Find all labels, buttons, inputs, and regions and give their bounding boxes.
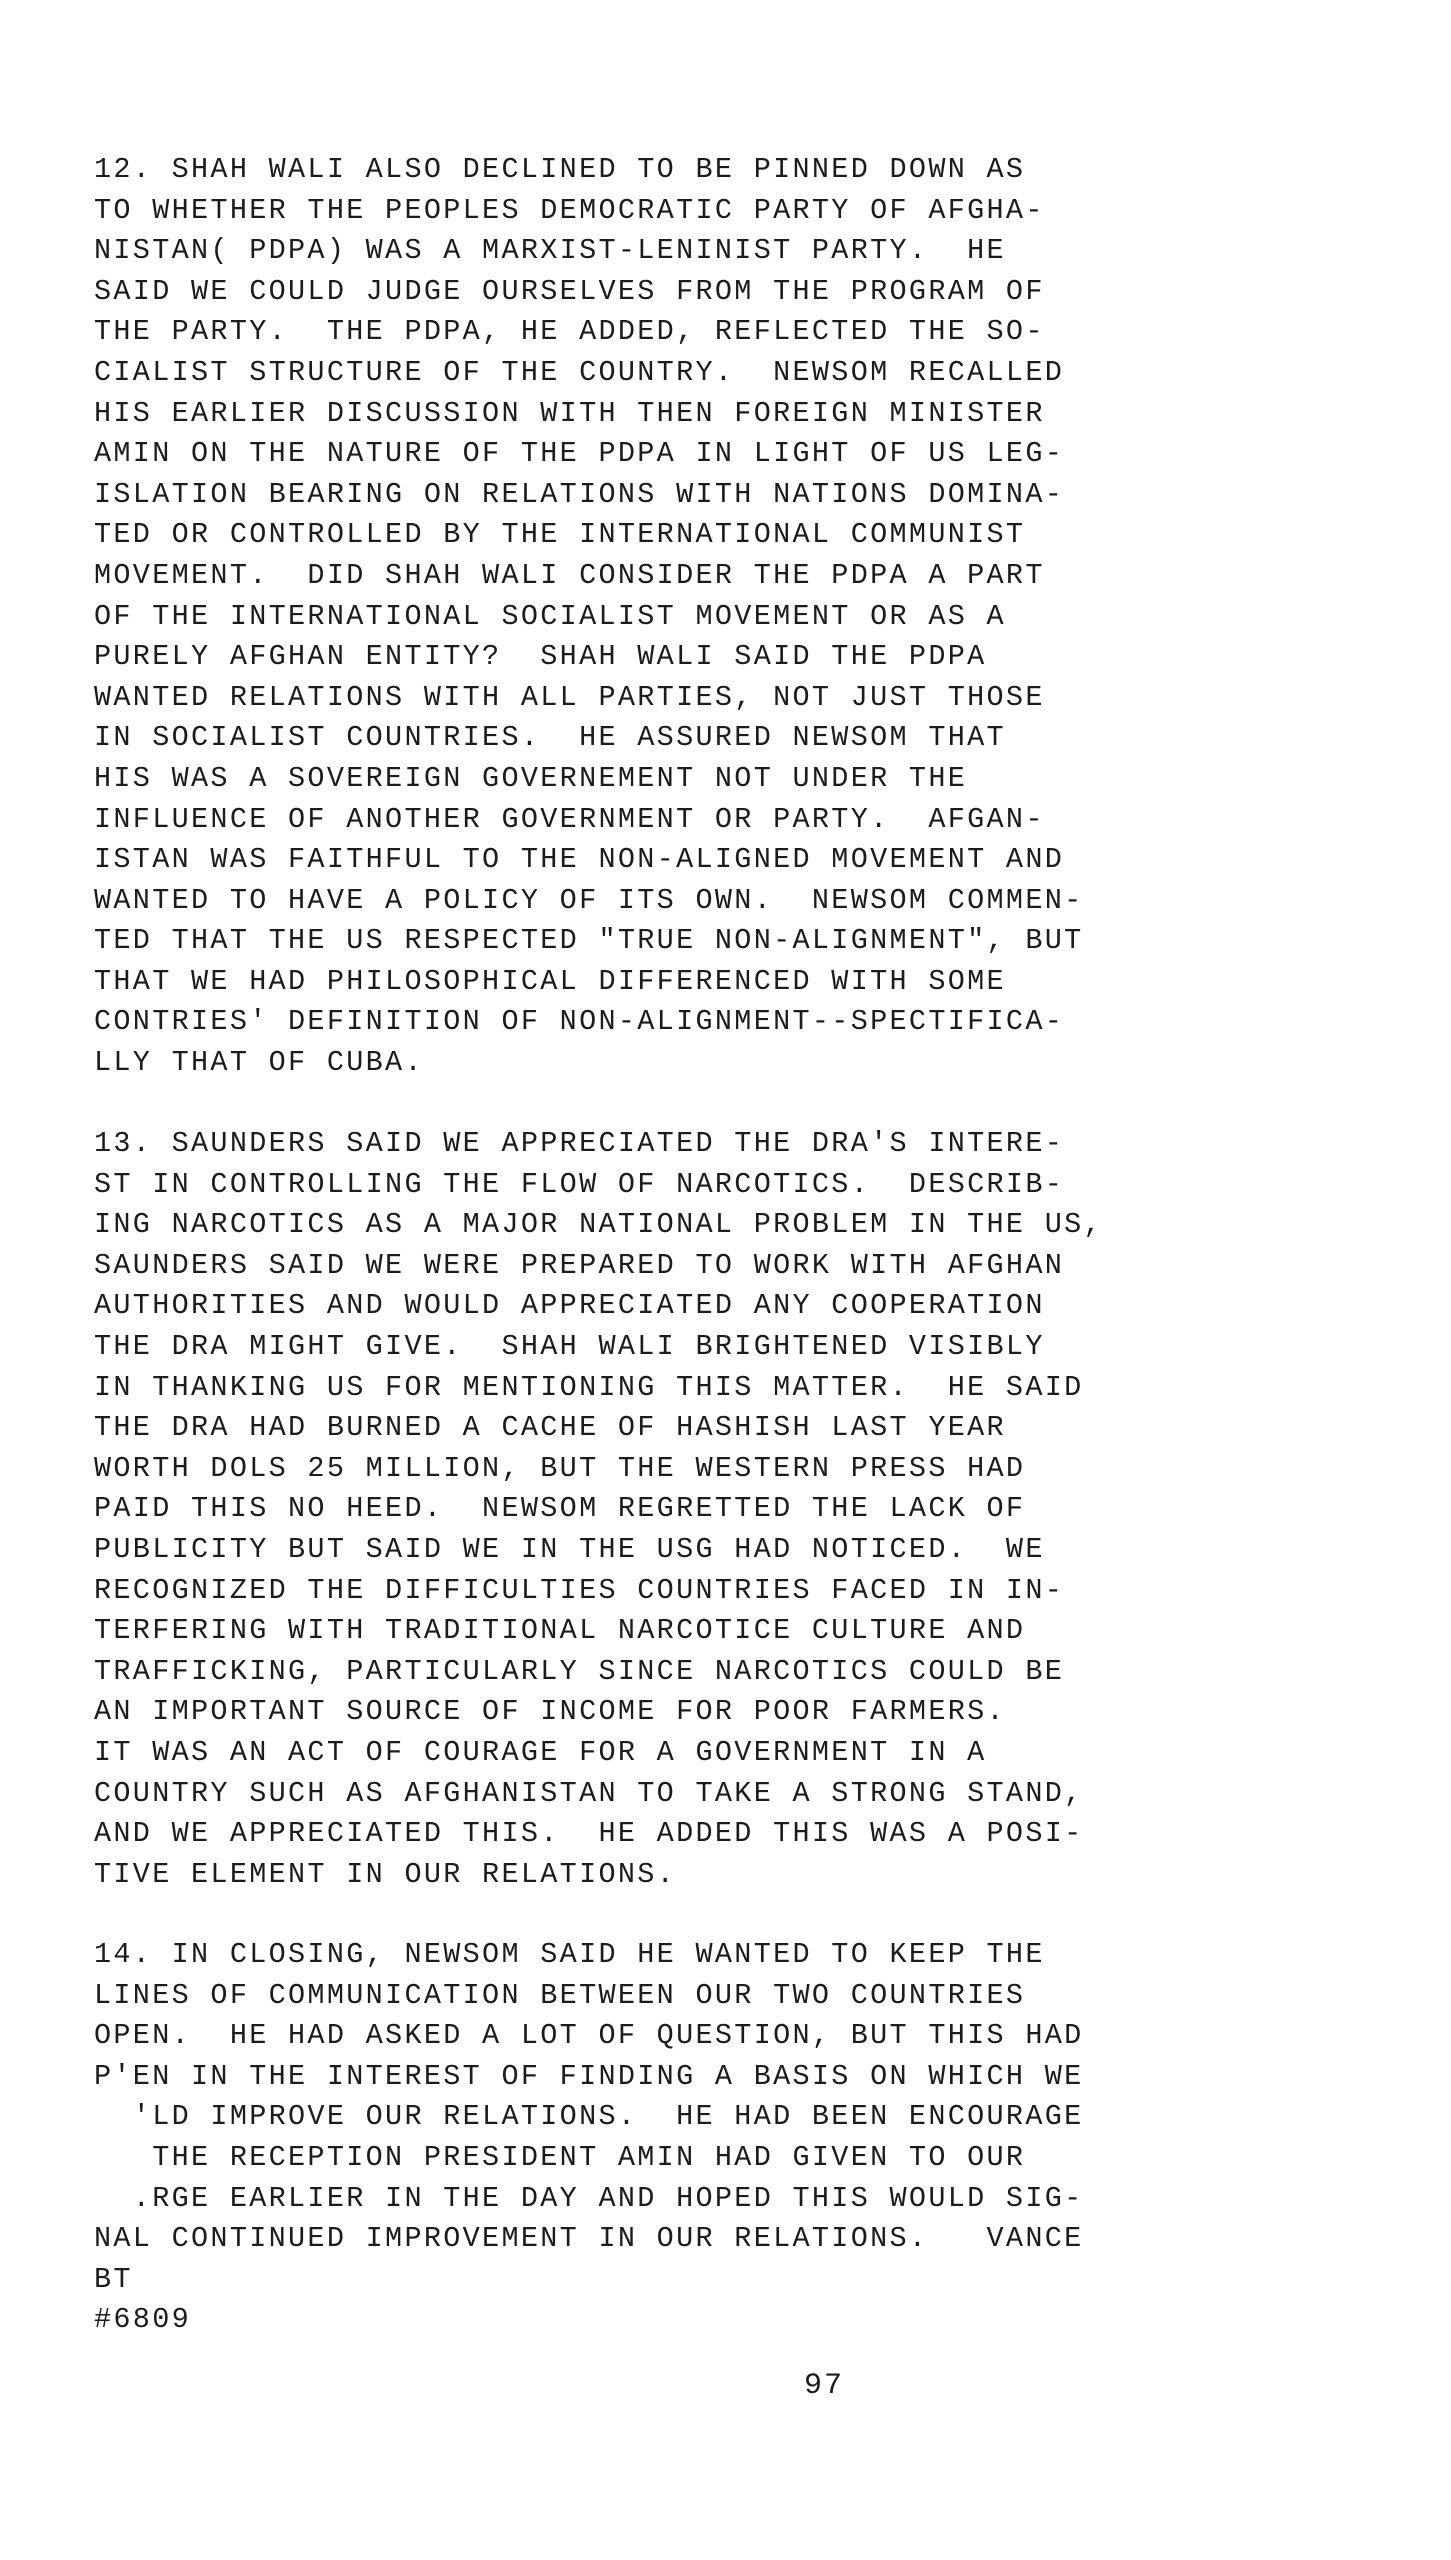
text-line: BT	[94, 2262, 133, 2296]
text-line: TIVE ELEMENT IN OUR RELATIONS.	[94, 1857, 677, 1891]
text-line: PUBLICITY BUT SAID WE IN THE USG HAD NOTICED. WE	[94, 1532, 1045, 1566]
text-line: CIALIST STRUCTURE OF THE COUNTRY. NEWSOM RECALLED	[94, 355, 1065, 389]
text-line: NISTAN( PDPA) WAS A MARXIST-LENINIST PARTY. HE	[94, 234, 1006, 268]
text-line: TRAFFICKING, PARTICULARLY SINCE NARCOTICS COULD BE	[94, 1654, 1065, 1688]
text-line: IN THANKING US FOR MENTIONING THIS MATTER. HE SAID	[94, 1370, 1084, 1404]
text-line: 14. IN CLOSING, NEWSOM SAID HE WANTED TO KEEP THE	[94, 1938, 1045, 1971]
text-line: WANTED RELATIONS WITH ALL PARTIES, NOT JUST THOSE	[94, 680, 1045, 714]
text-line: IN SOCIALIST COUNTRIES. HE ASSURED NEWSOM THAT	[94, 721, 1006, 755]
text-line: LINES OF COMMUNICATION BETWEEN OUR TWO COUNTRIES	[94, 1978, 1026, 2012]
paragraph-13	[94, 1124, 1103, 1895]
text-line: TERFERING WITH TRADITIONAL NARCOTICE CULTURE AND	[94, 1614, 1026, 1648]
text-line: OF THE INTERNATIONAL SOCIALIST MOVEMENT OR AS A	[94, 599, 1006, 633]
text-line: TED THAT THE US RESPECTED "TRUE NON-ALIGNMENT", BUT	[94, 924, 1084, 958]
text-line: PAID THIS NO HEED. NEWSOM REGRETTED THE LACK OF	[94, 1492, 1026, 1526]
text-line: THE RECEPTION PRESIDENT AMIN HAD GIVEN TO OUR	[94, 2140, 1026, 2174]
paragraph-14	[94, 1935, 1084, 2341]
page-number: 97	[804, 2369, 845, 2403]
text-line: 13. SAUNDERS SAID WE APPRECIATED THE DRA'S INTERE-	[94, 1127, 1065, 1160]
text-line: WANTED TO HAVE A POLICY OF ITS OWN. NEWSOM COMMEN-	[94, 883, 1084, 917]
text-line: P'EN IN THE INTEREST OF FINDING A BASIS ON WHICH WE	[94, 2059, 1084, 2093]
text-line: TED OR CONTROLLED BY THE INTERNATIONAL COMMUNIST	[94, 518, 1026, 552]
text-line: .RGE EARLIER IN THE DAY AND HOPED THIS WOULD SIG-	[94, 2181, 1084, 2215]
text-line: WORTH DOLS 25 MILLION, BUT THE WESTERN PRESS HAD	[94, 1451, 1026, 1485]
text-line: NAL CONTINUED IMPROVEMENT IN OUR RELATIONS. VANCE	[94, 2222, 1084, 2256]
text-line: HIS WAS A SOVEREIGN GOVERNEMENT NOT UNDER THE	[94, 761, 968, 795]
paragraph-12	[94, 150, 1084, 1084]
text-line: INFLUENCE OF ANOTHER GOVERNMENT OR PARTY. AFGAN-	[94, 802, 1045, 836]
text-line: HIS EARLIER DISCUSSION WITH THEN FOREIGN MINISTER	[94, 396, 1045, 430]
text-line: AUTHORITIES AND WOULD APPRECIATED ANY COOPERATION	[94, 1289, 1045, 1323]
text-line: ST IN CONTROLLING THE FLOW OF NARCOTICS. DESCRIB-	[94, 1167, 1065, 1201]
text-line: IT WAS AN ACT OF COURAGE FOR A GOVERNMENT IN A	[94, 1735, 987, 1769]
text-line: AMIN ON THE NATURE OF THE PDPA IN LIGHT OF US LEG-	[94, 437, 1065, 471]
text-line: TO WHETHER THE PEOPLES DEMOCRATIC PARTY OF AFGHA-	[94, 193, 1045, 227]
text-line: COUNTRY SUCH AS AFGHANISTAN TO TAKE A STRONG STAND,	[94, 1776, 1084, 1810]
text-line: OPEN. HE HAD ASKED A LOT OF QUESTION, BUT THIS HAD	[94, 2019, 1084, 2053]
text-line: ISLATION BEARING ON RELATIONS WITH NATIONS DOMINA-	[94, 477, 1065, 511]
text-line: RECOGNIZED THE DIFFICULTIES COUNTRIES FACED IN IN-	[94, 1573, 1065, 1607]
text-line: SAUNDERS SAID WE WERE PREPARED TO WORK WITH AFGHAN	[94, 1248, 1065, 1282]
text-line: 12. SHAH WALI ALSO DECLINED TO BE PINNED DOWN AS	[94, 153, 1026, 186]
text-line: THAT WE HAD PHILOSOPHICAL DIFFERENCED WITH SOME	[94, 964, 1006, 998]
text-line: LLY THAT OF CUBA.	[94, 1046, 424, 1080]
text-line: MOVEMENT. DID SHAH WALI CONSIDER THE PDPA A PART	[94, 558, 1045, 592]
text-line: THE DRA HAD BURNED A CACHE OF HASHISH LAST YEAR	[94, 1411, 1006, 1445]
text-line: 'LD IMPROVE OUR RELATIONS. HE HAD BEEN ENCOURAGE	[94, 2100, 1084, 2134]
text-line: #6809	[94, 2303, 192, 2337]
text-line: CONTRIES' DEFINITION OF NON-ALIGNMENT--SPECTIFICA-	[94, 1005, 1065, 1039]
text-line: ING NARCOTICS AS A MAJOR NATIONAL PROBLEM IN THE US,	[94, 1208, 1103, 1242]
text-line: SAID WE COULD JUDGE OURSELVES FROM THE PROGRAM OF	[94, 274, 1045, 308]
text-line: THE PARTY. THE PDPA, HE ADDED, REFLECTED THE SO-	[94, 315, 1045, 349]
text-line: AND WE APPRECIATED THIS. HE ADDED THIS WAS A POSI-	[94, 1817, 1084, 1851]
text-line: AN IMPORTANT SOURCE OF INCOME FOR POOR FARMERS.	[94, 1695, 1006, 1729]
text-line: PURELY AFGHAN ENTITY? SHAH WALI SAID THE PDPA	[94, 640, 987, 674]
text-line: THE DRA MIGHT GIVE. SHAH WALI BRIGHTENED VISIBLY	[94, 1329, 1045, 1363]
text-line: ISTAN WAS FAITHFUL TO THE NON-ALIGNED MOVEMENT AND	[94, 843, 1065, 877]
